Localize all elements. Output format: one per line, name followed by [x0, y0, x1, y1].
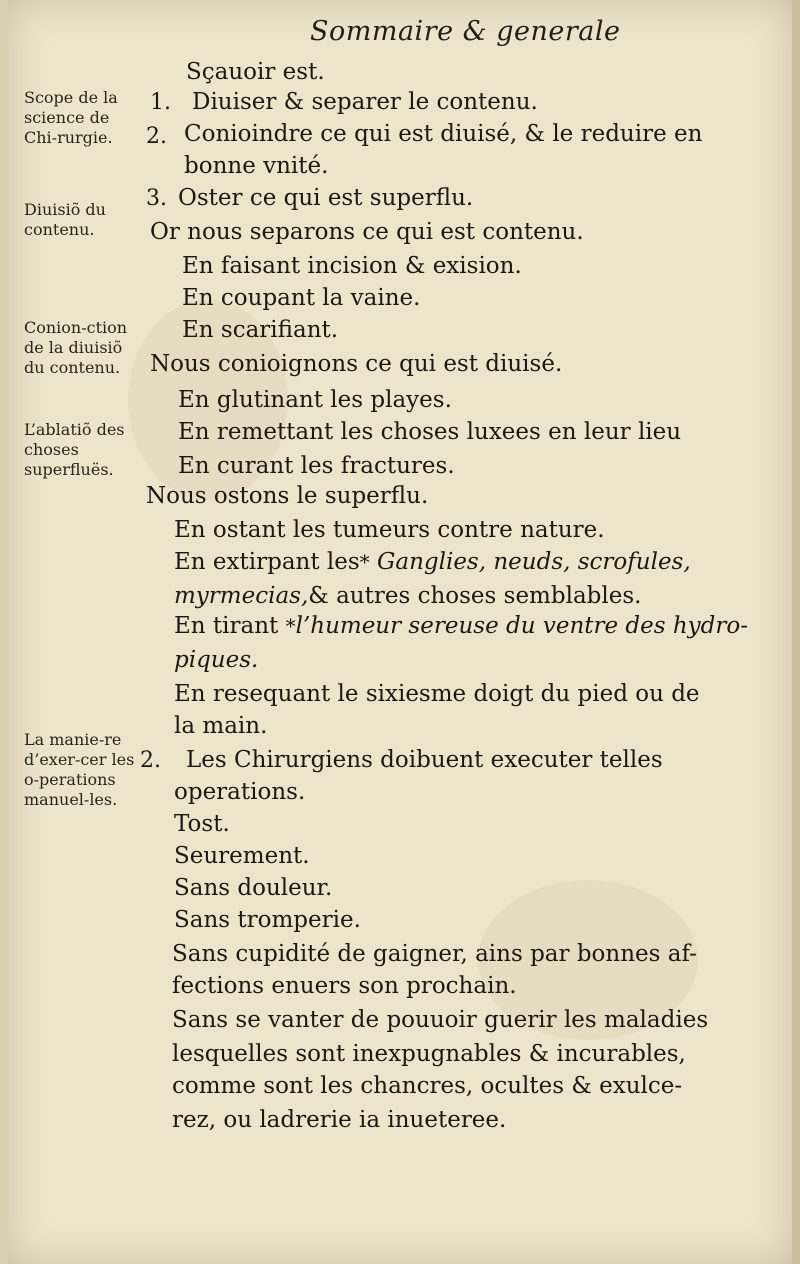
- text-line: En resequant le sixiesme doigt du pied ou de: [174, 681, 700, 707]
- margin-note-scope: Scope de la science de Chi-rurgie.: [24, 88, 118, 147]
- text-line: Sçauoir est.: [186, 59, 325, 85]
- text-line: Nous conioignons ce qui est diuisé.: [150, 351, 563, 377]
- text-line: Sans douleur.: [174, 875, 333, 901]
- item-number: 3.: [146, 186, 167, 211]
- text-line: En coupant la vaine.: [182, 285, 421, 311]
- text-line: Sans se vanter de pouuoir guerir les maladies: [172, 1007, 709, 1033]
- text-line: rez, ou ladrerie ia inueteree.: [172, 1107, 507, 1133]
- text-line: comme sont les chancres, ocultes & exulce-: [172, 1073, 683, 1099]
- text-line: Nous ostons le superflu.: [146, 483, 429, 509]
- margin-note-diuision: Diuisiõ du contenu.: [24, 200, 106, 239]
- margin-note-ablation: L’ablatiõ des choses superfluës.: [24, 420, 125, 479]
- text-line: piques.: [174, 647, 259, 673]
- running-header: Sommaire & generale: [310, 16, 621, 47]
- item-number: 2.: [146, 124, 167, 149]
- text-line: Les Chirurgiens doibuent executer telles: [186, 747, 663, 773]
- text-line: En glutinant les playes.: [178, 387, 452, 413]
- text-segment: En extirpant les: [174, 549, 360, 575]
- text-segment: myrmecias,: [174, 583, 309, 609]
- text-segment: Ganglies, neuds, scrofules,: [376, 549, 691, 575]
- footnote-asterisk: *: [359, 550, 370, 574]
- text-line: Diuiser & separer le contenu.: [192, 89, 538, 115]
- text-line: operations.: [174, 779, 306, 805]
- text-line: Oster ce qui est superflu.: [178, 185, 474, 211]
- footnote-asterisk: *: [285, 614, 296, 638]
- margin-note-maniere: La manie-re d’exer-cer les o-perations manuel-les.: [24, 730, 135, 809]
- text-line: Or nous separons ce qui est contenu.: [150, 219, 584, 245]
- text-segment: & autres choses semblables.: [308, 583, 642, 609]
- text-line: Sans cupidité de gaigner, ains par bonnes af-: [172, 941, 697, 967]
- text-line: [174, 582, 641, 611]
- text-line: Seurement.: [174, 843, 310, 869]
- text-line: lesquelles sont inexpugnables & incurables,: [172, 1041, 686, 1067]
- text-segment: l’humeur sereuse du ventre des hydro-: [295, 613, 749, 639]
- text-line: Conioindre ce qui est diuisé, & le reduire en: [184, 121, 703, 147]
- text-line: bonne vnité.: [184, 153, 329, 179]
- text-line: En scarifiant.: [182, 317, 339, 343]
- text-line: En faisant incision & exision.: [182, 253, 522, 279]
- text-line: [174, 612, 748, 641]
- page-edge-left: [0, 0, 8, 1264]
- text-line: fections enuers son prochain.: [172, 973, 517, 999]
- text-line: En curant les fractures.: [178, 453, 455, 479]
- margin-note-conionction: Conion-ction de la diuisiõ du contenu.: [24, 318, 128, 377]
- text-segment: En tirant: [174, 613, 279, 639]
- item-number: 2.: [140, 748, 161, 773]
- item-number: 1.: [150, 90, 171, 115]
- text-line: Sans tromperie.: [174, 907, 361, 933]
- text-line: En remettant les choses luxees en leur lieu: [178, 419, 682, 445]
- text-line: En ostant les tumeurs contre nature.: [174, 517, 605, 543]
- text-line: la main.: [174, 713, 268, 739]
- text-line: [174, 548, 691, 577]
- page-edge-right: [792, 0, 800, 1264]
- text-line: Tost.: [174, 811, 230, 837]
